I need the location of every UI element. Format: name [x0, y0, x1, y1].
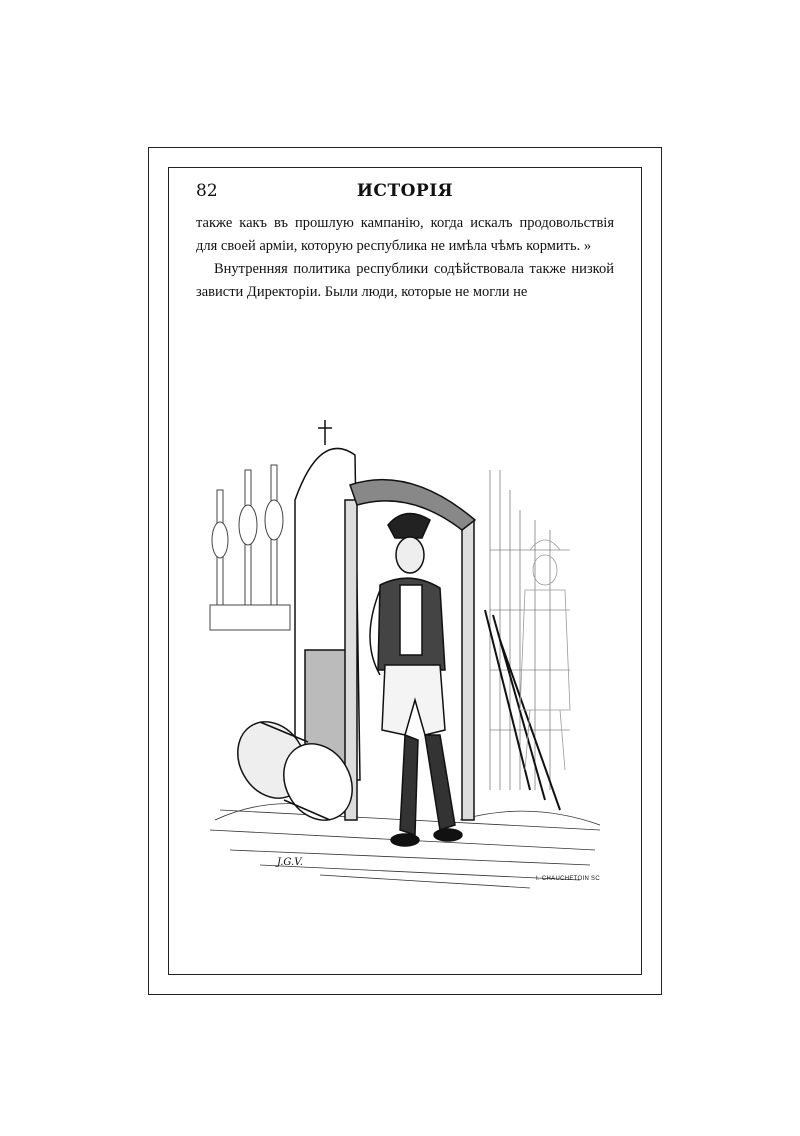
body-text [196, 212, 614, 304]
running-head [196, 181, 614, 205]
page-title: ИСТОРІЯ [356, 181, 454, 201]
paragraph-new: Внутренняя политика республики содѣйствовала также низкой зависти Директоріи. Были люди, которые не могли не [196, 261, 614, 300]
page-number: 82 [196, 181, 218, 201]
soldier-engraving-image [200, 410, 610, 900]
artist-signature: J.G.V. [277, 857, 303, 868]
engraving-illustration [200, 410, 610, 900]
paragraph-continuation: также какъ въ прошлую кампанію, когда искалъ продовольствія для своей арміи, которую республика не имѣла чѣмъ кормить. » [196, 215, 614, 254]
engraver-signature: I. CHAUCHETOIN SC [536, 876, 600, 882]
